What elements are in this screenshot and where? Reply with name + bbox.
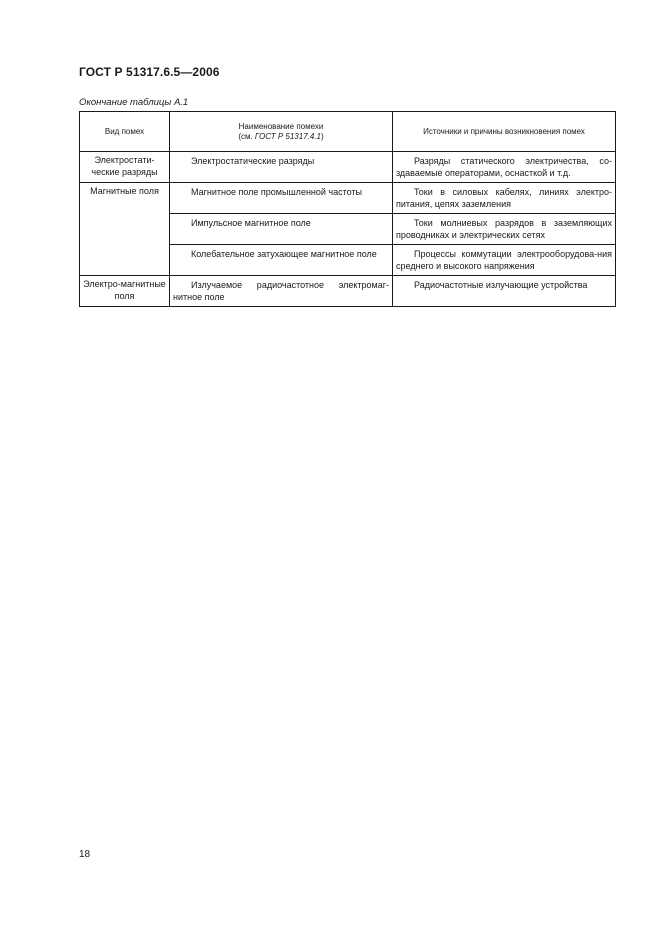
source-cell: Радиочастотные излучающие устройства [393, 276, 616, 307]
kind-cell-electrostatic: Электростати-ческие разряды [80, 152, 170, 183]
name-cell: Импульсное магнитное поле [170, 214, 393, 245]
page-number: 18 [79, 849, 91, 860]
table-row [80, 183, 616, 214]
source-cell: Процессы коммутации электрооборудова-ния среднего и высокого напряжения [393, 245, 616, 276]
source-cell: Токи молниевых разрядов в заземляющих проводниках и электрических сетях [393, 214, 616, 245]
name-cell: Колебательное затухающее магнитное поле [170, 245, 393, 276]
column-header-name-suffix: ) [321, 131, 324, 141]
kind-cell-magnetic: Магнитные поля [80, 183, 170, 276]
name-cell: Магнитное поле промышленной частоты [170, 183, 393, 214]
source-cell: Разряды статического электричества, со-здаваемые операторами, оснасткой и т.д. [393, 152, 616, 183]
column-header-name [170, 112, 393, 152]
table-caption: Окончание таблицы А.1 [79, 97, 189, 108]
table-body [80, 152, 616, 307]
column-header-source: Источники и причины возникновения помех [393, 112, 616, 152]
column-header-name-line1: Наименование помехи [238, 121, 324, 131]
column-header-name-reference: ГОСТ Р 51317.4.1 [254, 131, 321, 141]
name-cell: Электростатические разряды [170, 152, 393, 183]
source-cell: Токи в силовых кабелях, линиях электро-питания, цепях заземления [393, 183, 616, 214]
table-row [80, 152, 616, 183]
table-header-row [80, 112, 616, 152]
table-row [80, 276, 616, 307]
column-header-name-prefix: (см. [238, 131, 255, 141]
kind-cell-electromagnetic: Электро-магнитные поля [80, 276, 170, 307]
document-code-header: ГОСТ Р 51317.6.5—2006 [79, 65, 220, 79]
name-cell: Излучаемое радиочастотное электромаг-нитное поле [170, 276, 393, 307]
table-header [80, 112, 616, 152]
interference-table [79, 111, 616, 307]
column-header-kind: Вид помех [80, 112, 170, 152]
